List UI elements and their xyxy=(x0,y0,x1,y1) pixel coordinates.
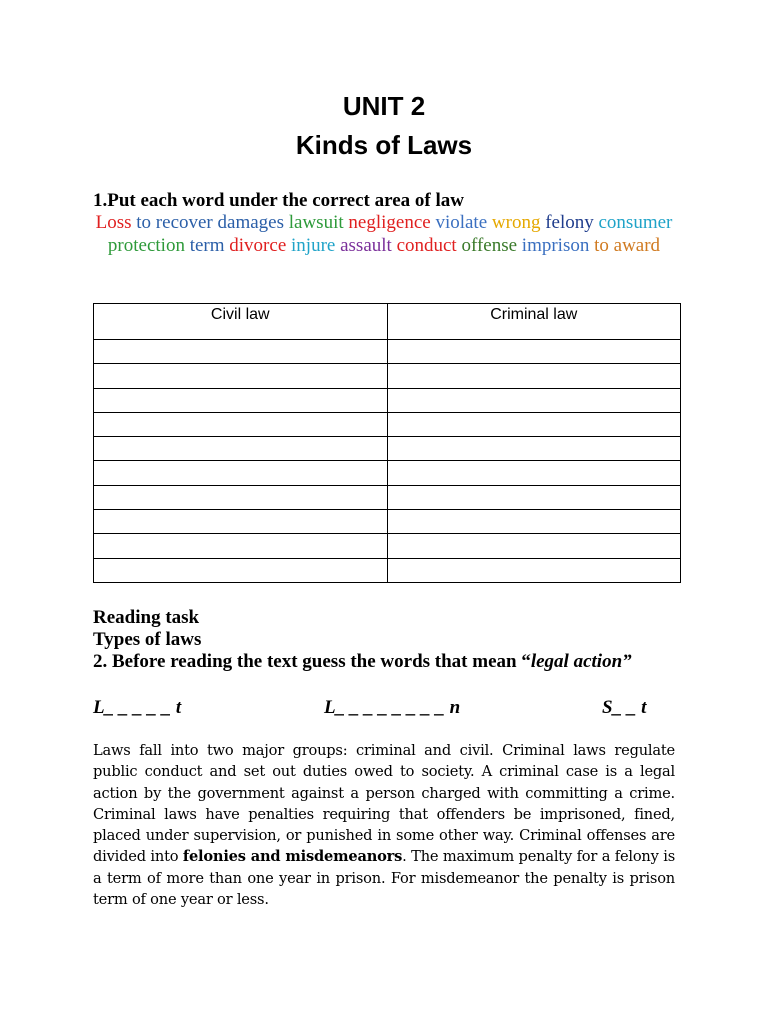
task1-instruction: 1.Put each word under the correct area of law xyxy=(93,190,464,211)
task2-instruction xyxy=(93,651,693,673)
task2-italic: legal action” xyxy=(530,651,632,672)
table-row xyxy=(94,437,681,461)
criminal-law-cell xyxy=(387,340,681,364)
criminal-law-header: Criminal law xyxy=(387,304,681,340)
word-bank-item: negligence xyxy=(348,212,431,233)
table-row xyxy=(94,412,681,436)
table-row xyxy=(94,364,681,388)
unit-subtitle: Kinds of Laws xyxy=(295,130,473,160)
word-bank-item: protection xyxy=(107,234,185,256)
criminal-law-cell xyxy=(387,461,681,485)
word-bank-item: imprison xyxy=(521,234,590,256)
table-row xyxy=(94,510,681,534)
civil-law-cell xyxy=(94,340,388,364)
civil-law-cell xyxy=(94,534,388,558)
blank-word-1: L_ _ _ _ _ t xyxy=(93,697,182,718)
word-bank-item: divorce xyxy=(229,234,287,256)
reading-task-heading: Reading task xyxy=(93,607,200,628)
word-bank-item: to recover damages xyxy=(136,212,284,233)
table-row xyxy=(94,534,681,558)
word-bank-item: conduct xyxy=(396,234,457,256)
civil-law-cell xyxy=(94,558,388,582)
task2-prefix: 2. Before reading the text guess the words that mean “ xyxy=(93,651,531,672)
criminal-law-cell xyxy=(387,485,681,509)
law-classification-table xyxy=(93,303,681,583)
civil-law-cell xyxy=(94,510,388,534)
civil-law-cell xyxy=(94,364,388,388)
civil-law-header: Civil law xyxy=(94,304,388,340)
civil-law-cell xyxy=(94,388,388,412)
table-body xyxy=(94,340,681,583)
criminal-law-cell xyxy=(387,558,681,582)
word-bank-item: consumer xyxy=(598,212,673,233)
civil-law-cell xyxy=(94,412,388,436)
word-bank-item: violate xyxy=(435,212,488,233)
word-bank-item: term xyxy=(189,234,225,256)
criminal-law-cell xyxy=(387,412,681,436)
types-of-laws-heading: Types of laws xyxy=(93,629,202,650)
criminal-law-cell xyxy=(387,510,681,534)
word-bank-item: to award xyxy=(594,234,661,256)
criminal-law-cell xyxy=(387,534,681,558)
table-row xyxy=(94,485,681,509)
table-row xyxy=(94,388,681,412)
paragraph-part-1: Laws fall into two major groups: criminal and civil. Criminal laws regulate public conduct and set out duties owed to society. A criminal case is a legal action by the government against a person charged with committing a crime. Criminal laws have penalties requiring that offenders be imprisoned, fined, placed under supervision, or punished in some other way. Criminal offenses are divided into xyxy=(93,742,675,866)
unit-title: UNIT 2 xyxy=(342,91,426,121)
word-bank-item: felony xyxy=(545,212,594,233)
criminal-law-cell xyxy=(387,437,681,461)
civil-law-cell xyxy=(94,437,388,461)
word-bank-item: offense xyxy=(461,234,518,256)
criminal-law-cell xyxy=(387,364,681,388)
word-bank-item: injure xyxy=(291,234,336,256)
blank-word-3: S_ _ t xyxy=(602,697,647,718)
word-bank xyxy=(60,212,708,257)
word-bank-item: lawsuit xyxy=(288,212,344,233)
blank-word-2: L_ _ _ _ _ _ _ _ n xyxy=(324,697,461,718)
reading-paragraph xyxy=(93,740,675,910)
paragraph-part-2: . The maximum penalty for a felony is a term of more than one year in prison. For misdemeanor the penalty is prison term of one year or less. xyxy=(93,848,675,909)
table-row xyxy=(94,558,681,582)
civil-law-cell xyxy=(94,461,388,485)
word-bank-item: assault xyxy=(340,234,392,256)
criminal-law-cell xyxy=(387,388,681,412)
civil-law-cell xyxy=(94,485,388,509)
paragraph-bold-term: felonies and misdemeanors xyxy=(182,848,403,866)
word-bank-item: Loss xyxy=(95,212,132,233)
table-row xyxy=(94,461,681,485)
table-row xyxy=(94,340,681,364)
word-bank-item: wrong xyxy=(491,212,541,233)
